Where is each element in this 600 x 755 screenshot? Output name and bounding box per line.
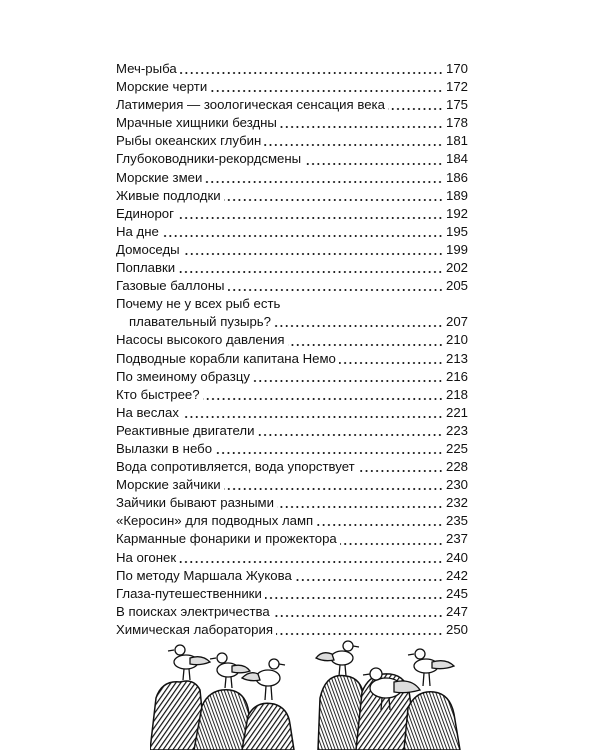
dot-leader — [162, 235, 443, 237]
toc-entry[interactable] — [116, 295, 468, 331]
toc-entry-title: Живые подлодки — [116, 187, 221, 203]
dot-leader — [295, 579, 443, 581]
toc-entry[interactable] — [116, 567, 468, 585]
dot-leader — [182, 416, 443, 418]
toc-entry-page: 205 — [445, 278, 468, 294]
toc-entry-title: Меч-рыба — [116, 61, 177, 76]
toc-entry-title: Глубоководники-рекордсмены — [116, 151, 302, 167]
toc-entry-page: 247 — [445, 603, 468, 619]
toc-entry[interactable] — [116, 512, 468, 530]
toc-entry-page: 192 — [445, 205, 468, 221]
toc-entry[interactable] — [116, 422, 468, 440]
toc-entry-title: Морские черти — [116, 79, 208, 95]
toc-entry-title: Кто быстрее? — [116, 386, 200, 402]
dot-leader — [339, 362, 443, 364]
toc-entry[interactable] — [116, 368, 468, 386]
toc-entry-title: По змеиному образцу — [116, 368, 250, 384]
toc-entry-title: Химическая лаборатория — [116, 621, 273, 637]
toc-entry-title-line1: Почему не у всех рыб есть — [116, 296, 281, 312]
toc-entry-title: Мрачные хищники бездны — [116, 115, 277, 131]
toc-entry-title: Вылазки в небо — [116, 440, 213, 456]
dot-leader — [388, 108, 443, 110]
dot-leader — [224, 199, 443, 201]
toc-entry-title: На огонек — [116, 549, 177, 565]
toc-entry-title: Морские зайчики — [116, 477, 221, 493]
toc-entry-page: 223 — [445, 422, 468, 438]
toc-entry[interactable] — [116, 404, 468, 422]
toc-entry[interactable] — [116, 603, 468, 621]
toc-entry-page: 228 — [445, 459, 468, 475]
toc-entry[interactable] — [116, 60, 468, 78]
toc-entry[interactable] — [116, 114, 468, 132]
toc-entry-title: По методу Маршала Жукова — [116, 567, 292, 583]
toc-entry[interactable] — [116, 458, 468, 476]
toc-entry[interactable] — [116, 223, 468, 241]
dot-leader — [180, 72, 443, 74]
toc-entry-title: Карманные фонарики и прожектора — [116, 531, 337, 547]
toc-entry[interactable] — [116, 259, 468, 277]
toc-entry-page: 199 — [445, 241, 468, 257]
toc-entry[interactable] — [116, 277, 468, 295]
toc-entry-page: 195 — [445, 223, 468, 239]
toc-entry[interactable] — [116, 78, 468, 96]
dot-leader — [288, 344, 443, 346]
toc-entry-page: 186 — [445, 169, 468, 185]
toc-entry[interactable] — [116, 440, 468, 458]
dot-leader — [253, 380, 443, 382]
toc-entry-title-line2: плавательный пузырь? — [129, 314, 272, 330]
dot-leader — [274, 325, 443, 327]
dot-leader — [257, 434, 443, 436]
toc-entry-page: 237 — [445, 531, 468, 547]
toc-entry-title: Единорог — [116, 205, 174, 221]
toc-entry[interactable] — [116, 132, 468, 150]
seagulls-on-rocks-icon — [150, 628, 470, 750]
toc-entry-page: 230 — [445, 477, 468, 493]
dot-leader — [183, 253, 443, 255]
toc-entry-title: Газовые баллоны — [116, 278, 225, 294]
dot-leader — [177, 217, 443, 219]
dot-leader — [273, 615, 443, 617]
toc-entry-page: 207 — [445, 314, 468, 330]
toc-entry[interactable] — [116, 530, 468, 548]
dot-leader — [210, 90, 443, 92]
toc-entry[interactable] — [116, 331, 468, 349]
toc-entry-page: 202 — [445, 260, 468, 276]
dot-leader — [265, 597, 443, 599]
toc-entry[interactable] — [116, 241, 468, 259]
toc-entry[interactable] — [116, 169, 468, 187]
toc-entry-title: «Керосин» для подводных ламп — [116, 513, 314, 529]
toc-entry[interactable] — [116, 386, 468, 404]
toc-entry-page: 178 — [445, 115, 468, 131]
dot-leader — [304, 163, 443, 165]
toc-entry-page: 172 — [445, 79, 468, 95]
toc-entry[interactable] — [116, 150, 468, 168]
toc-entry-page: 175 — [445, 97, 468, 113]
toc-entry-page: 170 — [445, 61, 468, 76]
toc-entry-page: 240 — [445, 549, 468, 565]
toc-entry-page: 242 — [445, 567, 468, 583]
toc-entry-title: Морские змеи — [116, 169, 203, 185]
toc-entry-page: 250 — [445, 621, 468, 637]
toc-entry-page: 210 — [445, 332, 468, 348]
toc-entry-title: Вода сопротивляется, вода упорствует — [116, 459, 355, 475]
toc-entry-title: Домоседы — [116, 241, 180, 257]
dot-leader — [179, 561, 443, 563]
toc-entry-page: 213 — [445, 350, 468, 366]
dot-leader — [178, 271, 443, 273]
dot-leader — [358, 470, 443, 472]
toc-entry[interactable] — [116, 494, 468, 512]
toc-entry-page: 235 — [445, 513, 468, 529]
dot-leader — [228, 289, 443, 291]
toc-entry[interactable] — [116, 96, 468, 114]
dot-leader — [277, 506, 443, 508]
dot-leader — [316, 524, 443, 526]
toc-entry-title: Зайчики бывают разными — [116, 495, 274, 511]
dot-leader — [340, 543, 443, 545]
toc-entry-title: На дне — [116, 223, 159, 239]
toc-entry-page: 225 — [445, 440, 468, 456]
toc-entry-title: Насосы высокого давления — [116, 332, 285, 348]
toc-entry-title: Рыбы океанских глубин — [116, 133, 262, 149]
toc-entry-title: На веслах — [116, 404, 179, 420]
toc-entry-page: 245 — [445, 585, 468, 601]
toc-entry-title: Реактивные двигатели — [116, 422, 255, 438]
toc-entry-page: 218 — [445, 386, 468, 402]
toc-entry-page: 189 — [445, 187, 468, 203]
toc-entry-title: В поисках электричества — [116, 603, 270, 619]
toc-entry[interactable] — [116, 187, 468, 205]
toc-entry-title: Подводные корабли капитана Немо — [116, 350, 336, 366]
toc-entry-title: Поплавки — [116, 260, 176, 276]
toc-entry-page: 216 — [445, 368, 468, 384]
dot-leader — [203, 398, 443, 400]
toc-entry-title: Глаза-путешественники — [116, 585, 262, 601]
toc-entry[interactable] — [116, 350, 468, 368]
dot-leader — [264, 144, 443, 146]
toc-entry-page: 221 — [445, 404, 468, 420]
toc-entry-page: 232 — [445, 495, 468, 511]
toc-entry-page: 184 — [445, 151, 468, 167]
table-of-contents — [116, 60, 468, 639]
dot-leader — [205, 181, 443, 183]
toc-entry-title: Латимерия — зоологическая сенсация века — [116, 97, 385, 113]
toc-entry[interactable] — [116, 549, 468, 567]
dot-leader — [215, 452, 443, 454]
toc-entry[interactable] — [116, 205, 468, 223]
dot-leader — [280, 126, 443, 128]
toc-entry-page: 181 — [445, 133, 468, 149]
dot-leader — [224, 488, 443, 490]
toc-entry[interactable] — [116, 476, 468, 494]
toc-entry[interactable] — [116, 585, 468, 603]
